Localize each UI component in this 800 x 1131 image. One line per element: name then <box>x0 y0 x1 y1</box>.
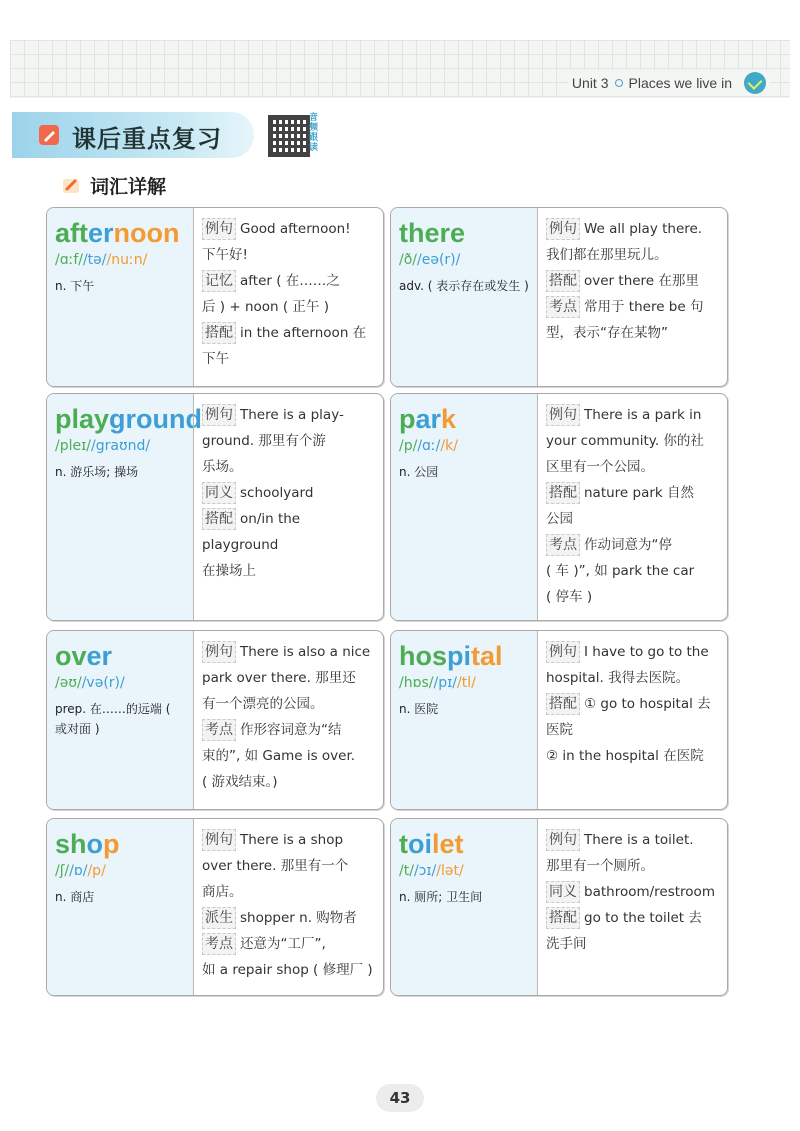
note-line <box>546 480 719 506</box>
note-line <box>202 717 375 743</box>
vocab-card <box>390 818 728 996</box>
note-tag: 例句 <box>546 641 580 663</box>
phonetic-part: /ɑːf/ <box>55 252 83 268</box>
note-text: 作动词意为“停 <box>584 537 672 553</box>
phonetic-part: /ʃ/ <box>55 863 70 879</box>
note-line <box>202 879 375 905</box>
note-line <box>546 558 719 584</box>
note-line <box>202 769 375 795</box>
phonetic-part: /p/ <box>87 863 106 879</box>
phonetic-part: /pɪ/ <box>433 675 458 691</box>
note-tag: 记忆 <box>202 270 236 292</box>
note-text: your community. 你的社 <box>546 433 704 449</box>
note-line <box>546 532 719 558</box>
phonetic-part: /graʊnd/ <box>91 438 151 454</box>
subsection-title: 词汇详解 <box>90 176 167 198</box>
note-tag: 搭配 <box>546 693 580 715</box>
note-line <box>546 320 719 346</box>
note-tag: 例句 <box>546 218 580 240</box>
note-line <box>202 402 375 428</box>
note-text: 下午 <box>202 351 229 367</box>
note-text: 在操场上 <box>202 563 256 579</box>
notes-panel <box>537 394 727 620</box>
note-line <box>202 320 375 346</box>
part-of-speech: adv. ( 表示存在或发生 ) <box>399 279 529 293</box>
part-of-speech: n. 游乐场; 操场 <box>55 465 139 479</box>
word-syllable: noon <box>113 218 180 248</box>
phonetic-part: /tl/ <box>457 675 476 691</box>
part-of-speech: n. 下午 <box>55 279 95 293</box>
note-line <box>202 639 375 665</box>
part-of-speech: n. 公园 <box>399 465 439 479</box>
note-text: ground. 那里有个游 <box>202 433 326 449</box>
pencil-icon <box>36 122 62 148</box>
note-line <box>546 717 719 743</box>
phonetic <box>55 252 185 268</box>
note-text: 型，表示“存在某物” <box>546 325 668 341</box>
word-syllable: er <box>86 641 113 671</box>
note-text: 束的”, 如 Game is over. <box>202 748 356 764</box>
note-text: hospital. 我得去医院。 <box>546 670 690 686</box>
phonetic-part: /və(r)/ <box>81 675 125 691</box>
phonetic <box>399 438 529 454</box>
separator-dot-icon <box>615 79 623 87</box>
note-tag: 考点 <box>546 296 580 318</box>
word-syllable: p <box>399 404 416 434</box>
note-text: ① go to hospital 去 <box>584 696 711 712</box>
vocab-word <box>399 404 529 434</box>
note-line <box>202 428 375 454</box>
note-text: There is also a nice <box>240 644 371 660</box>
note-line <box>202 480 375 506</box>
part-of-speech: n. 厕所; 卫生间 <box>399 890 483 904</box>
word-panel <box>391 631 537 809</box>
word-syllable: pi <box>447 641 472 671</box>
note-line <box>202 294 375 320</box>
vocab-card <box>390 207 728 387</box>
vocab-card <box>46 818 384 996</box>
note-text: There is a toilet. <box>584 832 694 848</box>
note-text: ( 车 )”, 如 park the car <box>546 563 695 579</box>
note-line <box>546 853 719 879</box>
word-syllable: sh <box>55 829 87 859</box>
phonetic-part: /ð/ <box>399 252 417 268</box>
qr-label: 音频跟读 <box>309 113 319 153</box>
subsection-heading <box>62 172 166 199</box>
note-line <box>546 665 719 691</box>
unit-tag <box>568 70 770 96</box>
note-line <box>546 268 719 294</box>
word-syllable: play <box>55 404 110 434</box>
note-line <box>202 216 375 242</box>
note-text: 有一个漂亮的公园。 <box>202 696 324 712</box>
note-line <box>546 294 719 320</box>
phonetic-part: /ɒ/ <box>69 863 88 879</box>
note-text: shopper n. 购物者 <box>240 910 357 926</box>
note-text: 常用于 there be 句 <box>584 299 704 315</box>
note-line <box>546 827 719 853</box>
note-text: 作形容词意为“结 <box>240 722 342 738</box>
section-title: 课后重点复习 <box>72 125 222 153</box>
word-syllable: t <box>399 829 408 859</box>
vocab-card <box>46 393 384 621</box>
note-text: There is a shop <box>240 832 344 848</box>
phonetic <box>55 438 185 454</box>
note-line <box>546 584 719 610</box>
word-syllable: o <box>86 829 104 859</box>
note-tag: 同义 <box>202 482 236 504</box>
note-text: There is a park in <box>584 407 702 423</box>
qr-code-icon[interactable] <box>268 115 310 157</box>
phonetic-part: /nuːn/ <box>106 252 148 268</box>
note-line <box>546 506 719 532</box>
note-text: Good afternoon! <box>240 221 351 237</box>
arrow-marker-icon <box>62 176 82 196</box>
word-panel <box>47 394 203 620</box>
vocab-word <box>55 218 185 248</box>
note-text: park over there. 那里还 <box>202 670 356 686</box>
notes-panel <box>537 631 727 809</box>
note-line <box>546 639 719 665</box>
vocab-word <box>55 829 185 859</box>
note-line <box>546 216 719 242</box>
word-syllable: oi <box>408 829 432 859</box>
note-tag: 搭配 <box>546 270 580 292</box>
word-syllable: ground <box>109 404 203 434</box>
note-text: 商店。 <box>202 884 243 900</box>
note-line <box>546 402 719 428</box>
vocab-word <box>399 218 529 248</box>
note-line <box>202 506 375 558</box>
word-syllable: er <box>88 218 114 248</box>
phonetic-part: /eə(r)/ <box>417 252 461 268</box>
word-syllable: there <box>399 218 466 248</box>
note-tag: 派生 <box>202 907 236 929</box>
word-panel <box>391 394 537 620</box>
vocab-word <box>399 829 529 859</box>
word-panel <box>391 819 537 995</box>
word-syllable: p <box>103 829 120 859</box>
note-tag: 例句 <box>202 218 236 240</box>
note-text: 洗手间 <box>546 936 587 952</box>
note-tag: 搭配 <box>202 322 236 344</box>
note-text: nature park 自然 <box>584 485 695 501</box>
notes-panel <box>537 819 727 995</box>
phonetic-part: /lət/ <box>436 863 464 879</box>
note-text: 还意为“工厂”, <box>240 936 326 952</box>
word-syllable: aft <box>55 218 88 248</box>
note-text: ( 游戏结束。) <box>202 774 278 790</box>
part-of-speech: n. 医院 <box>399 702 439 716</box>
word-panel <box>47 819 193 995</box>
note-text: ( 停车 ) <box>546 589 593 605</box>
unit-label: Unit 3 <box>571 75 609 91</box>
phonetic <box>55 863 185 879</box>
note-line <box>546 691 719 717</box>
vocab-word <box>55 404 203 434</box>
note-text: We all play there. <box>584 221 703 237</box>
phonetic-part: /p/ <box>399 438 418 454</box>
note-line <box>202 346 375 372</box>
note-text: There is a play- <box>240 407 344 423</box>
note-text: on/in the playground <box>202 511 301 553</box>
note-text: 乐场。 <box>202 459 243 475</box>
note-tag: 例句 <box>202 641 236 663</box>
unit-title: Places we live in <box>628 75 732 91</box>
phonetic-part: /əʊ/ <box>55 675 82 691</box>
note-text: 下午好! <box>202 247 248 263</box>
vocab-card <box>390 630 728 810</box>
note-text: over there 在那里 <box>584 273 699 289</box>
phonetic <box>399 675 529 691</box>
note-line <box>202 743 375 769</box>
vocab-card <box>46 630 384 810</box>
note-tag: 搭配 <box>546 907 580 929</box>
note-tag: 例句 <box>546 829 580 851</box>
note-text: 如 a repair shop ( 修理厂 ) <box>202 962 373 978</box>
note-text: 我们都在那里玩儿。 <box>546 247 668 263</box>
note-tag: 搭配 <box>202 508 236 530</box>
note-line <box>202 268 375 294</box>
note-line <box>202 853 375 879</box>
word-panel <box>47 208 193 386</box>
note-tag: 同义 <box>546 881 580 903</box>
vocab-word <box>399 641 529 671</box>
note-line <box>202 665 375 691</box>
note-text: schoolyard <box>240 485 314 501</box>
word-syllable: tal <box>471 641 503 671</box>
vocab-card <box>46 207 384 387</box>
note-line <box>202 454 375 480</box>
word-panel <box>391 208 537 386</box>
notes-panel <box>537 208 727 386</box>
notes-panel <box>193 631 383 809</box>
note-tag: 考点 <box>202 719 236 741</box>
word-panel <box>47 631 193 809</box>
note-line <box>546 879 719 905</box>
page-number: 43 <box>376 1084 424 1112</box>
note-text: 区里有一个公园。 <box>546 459 654 475</box>
word-syllable: hos <box>399 641 448 671</box>
note-line <box>202 905 375 931</box>
note-tag: 例句 <box>202 829 236 851</box>
note-text: ② in the hospital 在医院 <box>546 748 704 764</box>
section-banner <box>12 112 254 158</box>
note-line <box>202 827 375 853</box>
phonetic-part: /pleɪ/ <box>55 438 92 454</box>
note-line <box>546 931 719 957</box>
note-text: in the afternoon 在 <box>240 325 367 341</box>
note-line <box>546 428 719 454</box>
phonetic <box>55 675 185 691</box>
phonetic-part: /tə/ <box>82 252 107 268</box>
note-text: bathroom/restroom <box>584 884 715 900</box>
note-line <box>202 931 375 957</box>
note-text: after ( 在……之 <box>240 273 340 289</box>
notes-panel <box>193 819 383 995</box>
note-line <box>202 957 375 983</box>
note-tag: 例句 <box>546 404 580 426</box>
note-text: 后 ) + noon ( 正午 ) <box>202 299 329 315</box>
part-of-speech: prep. 在……的远端 ( 或对面 ) <box>55 702 171 736</box>
vocab-card <box>390 393 728 621</box>
note-text: 医院 <box>546 722 573 738</box>
notes-panel <box>193 208 383 386</box>
word-syllable: let <box>432 829 464 859</box>
word-syllable: k <box>441 404 457 434</box>
note-text: go to the toilet 去 <box>584 910 702 926</box>
note-line <box>546 905 719 931</box>
note-tag: 考点 <box>546 534 580 556</box>
note-text: 公园 <box>546 511 573 527</box>
note-text: 那里有一个厕所。 <box>546 858 654 874</box>
phonetic-part: /hɒs/ <box>399 675 434 691</box>
note-line <box>546 743 719 769</box>
phonetic-part: /ɔɪ/ <box>413 863 437 879</box>
word-syllable: ov <box>55 641 87 671</box>
phonetic-part: /t/ <box>399 863 414 879</box>
note-line <box>202 242 375 268</box>
note-tag: 例句 <box>202 404 236 426</box>
phonetic-part: /ɑː/ <box>417 438 441 454</box>
word-syllable: ar <box>415 404 442 434</box>
note-text: over there. 那里有一个 <box>202 858 349 874</box>
phonetic-part: /k/ <box>440 438 458 454</box>
phonetic <box>399 863 529 879</box>
check-badge-icon <box>744 72 766 94</box>
note-line <box>546 242 719 268</box>
note-line <box>546 454 719 480</box>
part-of-speech: n. 商店 <box>55 890 95 904</box>
note-tag: 考点 <box>202 933 236 955</box>
phonetic <box>399 252 529 268</box>
note-text: I have to go to the <box>584 644 709 660</box>
note-line <box>202 558 375 584</box>
note-line <box>202 691 375 717</box>
note-tag: 搭配 <box>546 482 580 504</box>
vocab-word <box>55 641 185 671</box>
notes-panel <box>193 394 383 620</box>
